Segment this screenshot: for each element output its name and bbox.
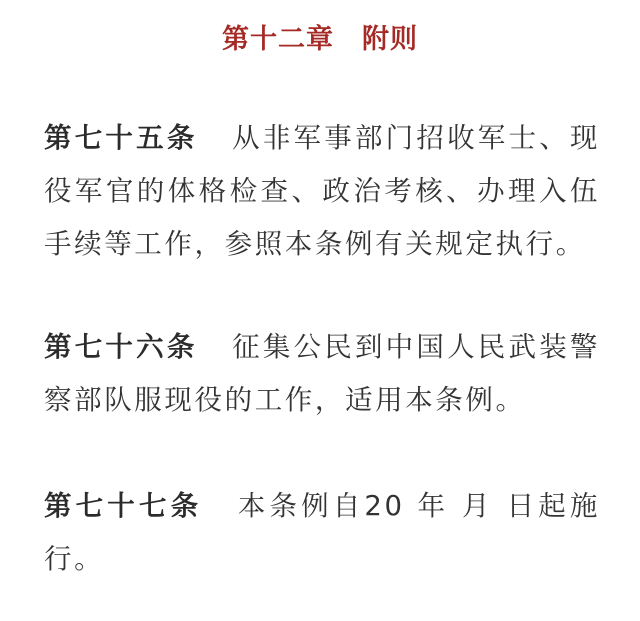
article-number: 第七十五条 xyxy=(44,122,198,154)
article-76 xyxy=(44,321,600,427)
article-77 xyxy=(44,480,600,586)
article-text: 本条例自20 年 月 日起施行。 xyxy=(44,490,600,575)
article-number: 第七十六条 xyxy=(44,331,198,363)
article-number: 第七十七条 xyxy=(44,490,203,522)
article-text: 征集公民到中国人民武装警察部队服现役的工作，适用本条例。 xyxy=(44,331,600,416)
article-text: 从非军事部门招收军士、现役军官的体格检查、政治考核、办理入伍手续等工作，参照本条例有关规定执行。 xyxy=(44,122,600,260)
article-75 xyxy=(44,112,600,271)
chapter-title: 第十二章 附则 xyxy=(222,24,418,55)
